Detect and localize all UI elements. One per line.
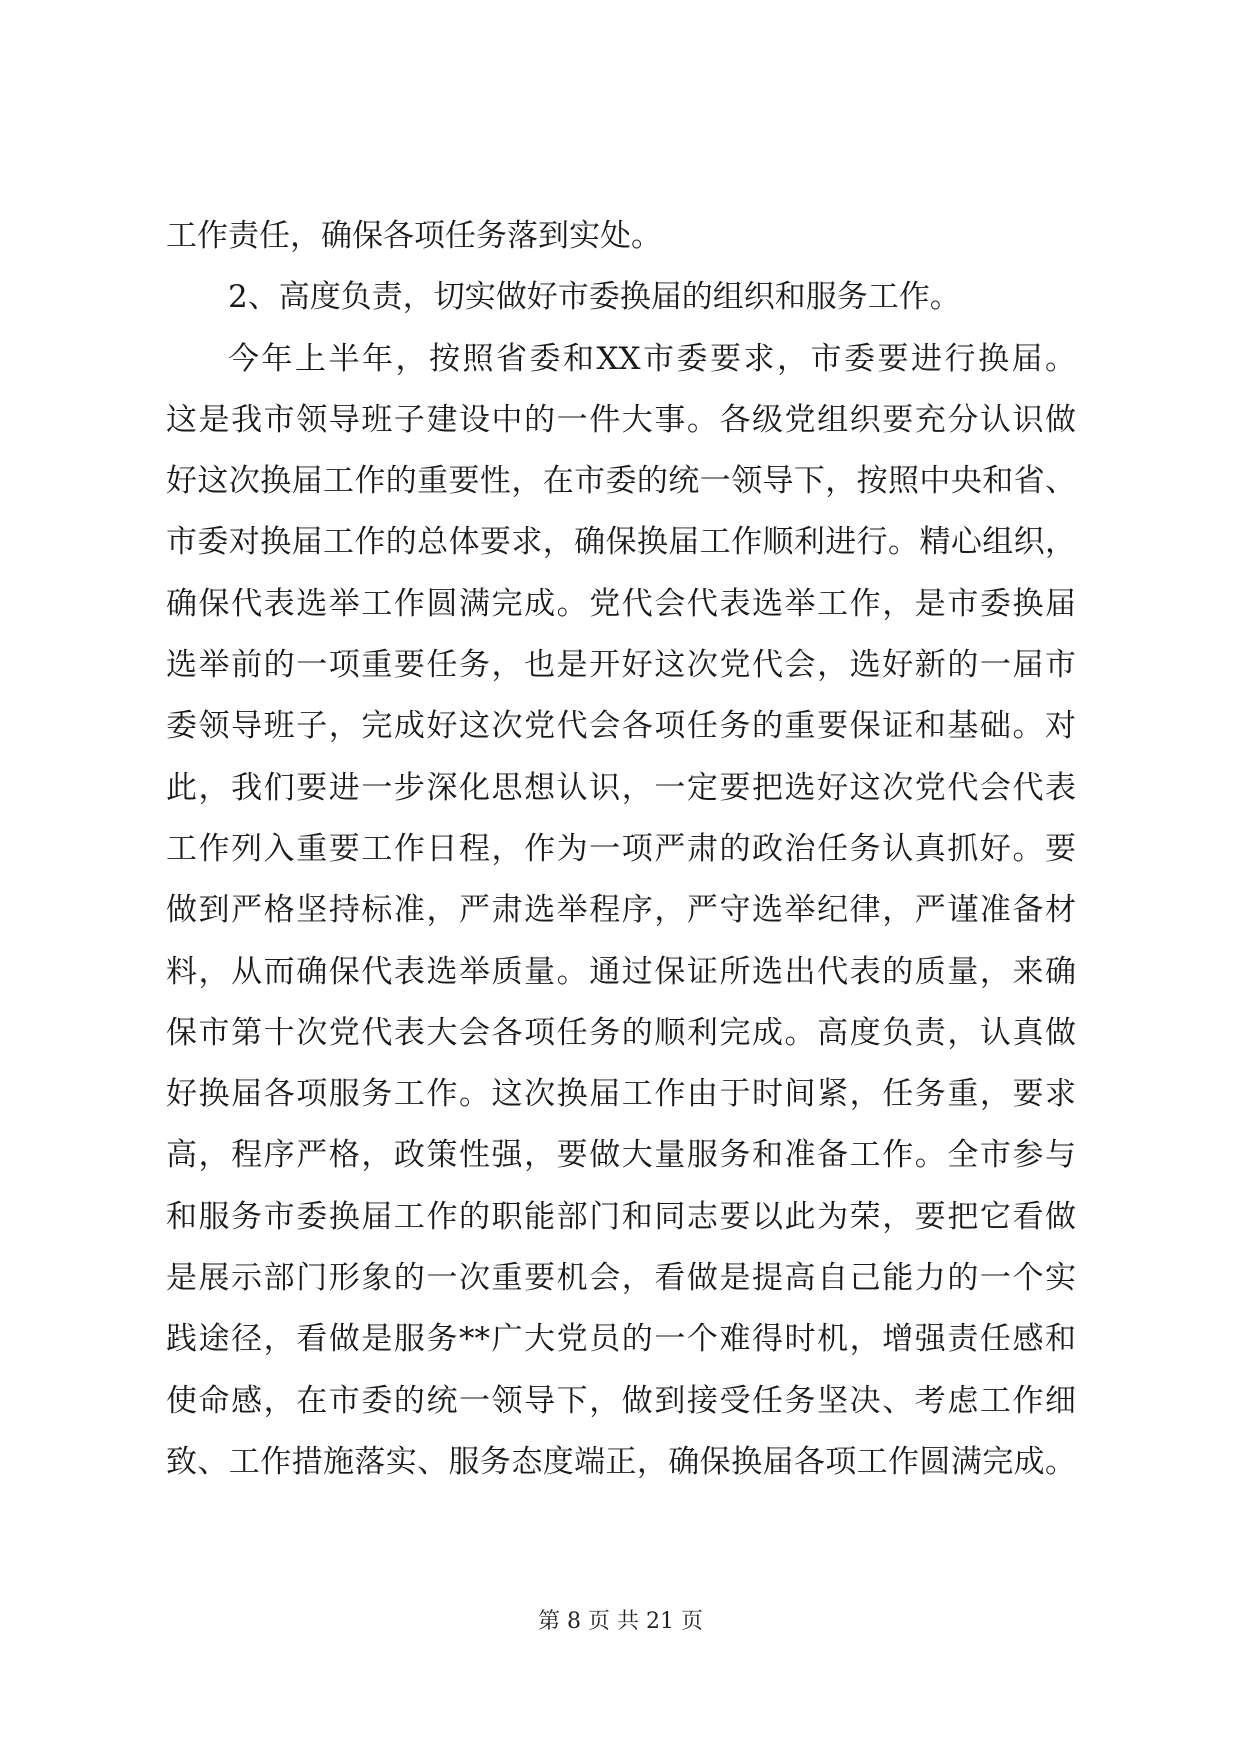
paragraph-line: 市委对换届工作的总体要求，确保换届工作顺利进行。精心组织，	[166, 524, 1076, 561]
paragraph-line: 和服务市委换届工作的职能部门和同志要以此为荣，要把它看做	[166, 1198, 1076, 1235]
paragraph-line: 选举前的一项重要任务，也是开好这次党代会，选好新的一届市	[166, 647, 1076, 684]
paragraph-line: 委领导班子，完成好这次党代会各项任务的重要保证和基础。对	[166, 708, 1076, 745]
paragraph-line: 做到严格坚持标准，严肃选举程序，严守选举纪律，严谨准备材	[166, 892, 1076, 929]
paragraph-line: 好这次换届工作的重要性，在市委的统一领导下，按照中央和省、	[166, 463, 1076, 500]
paragraph-line: 好换届各项服务工作。这次换届工作由于时间紧，任务重，要求	[166, 1076, 1076, 1113]
paragraph-line: 高，程序严格，政策性强，要做大量服务和准备工作。全市参与	[166, 1137, 1076, 1174]
paragraph-line: 工作列入重要工作日程，作为一项严肃的政治任务认真抓好。要	[166, 830, 1076, 867]
paragraph-line: 是展示部门形象的一次重要机会，看做是提高自己能力的一个实	[166, 1260, 1076, 1297]
paragraph-line: 致、工作措施落实、服务态度端正，确保换届各项工作圆满完成。	[166, 1443, 1076, 1480]
paragraph-line: 这是我市领导班子建设中的一件大事。各级党组织要充分认识做	[166, 401, 1076, 438]
document-body	[166, 206, 1076, 1493]
paragraph-line: 工作责任，确保各项任务落到实处。	[166, 218, 662, 254]
paragraph-line: 此，我们要进一步深化思想认识，一定要把选好这次党代会代表	[166, 769, 1076, 806]
paragraph-line: 今年上半年，按照省委和XX市委要求，市委要进行换届。	[228, 340, 1076, 377]
paragraph-line: 使命感，在市委的统一领导下，做到接受任务坚决、考虑工作细	[166, 1382, 1076, 1419]
section-heading: 2、高度负责，切实做好市委换届的组织和服务工作。	[228, 279, 961, 316]
paragraph-line: 践途径，看做是服务**广大党员的一个难得时机，增强责任感和	[166, 1321, 1076, 1358]
paragraph-line: 料，从而确保代表选举质量。通过保证所选出代表的质量，来确	[166, 953, 1076, 990]
page-number-footer: 第 8 页 共 21 页	[538, 1609, 703, 1634]
paragraph-line: 确保代表选举工作圆满完成。党代会代表选举工作，是市委换届	[166, 585, 1076, 622]
paragraph-line: 保市第十次党代表大会各项任务的顺利完成。高度负责，认真做	[166, 1014, 1076, 1051]
